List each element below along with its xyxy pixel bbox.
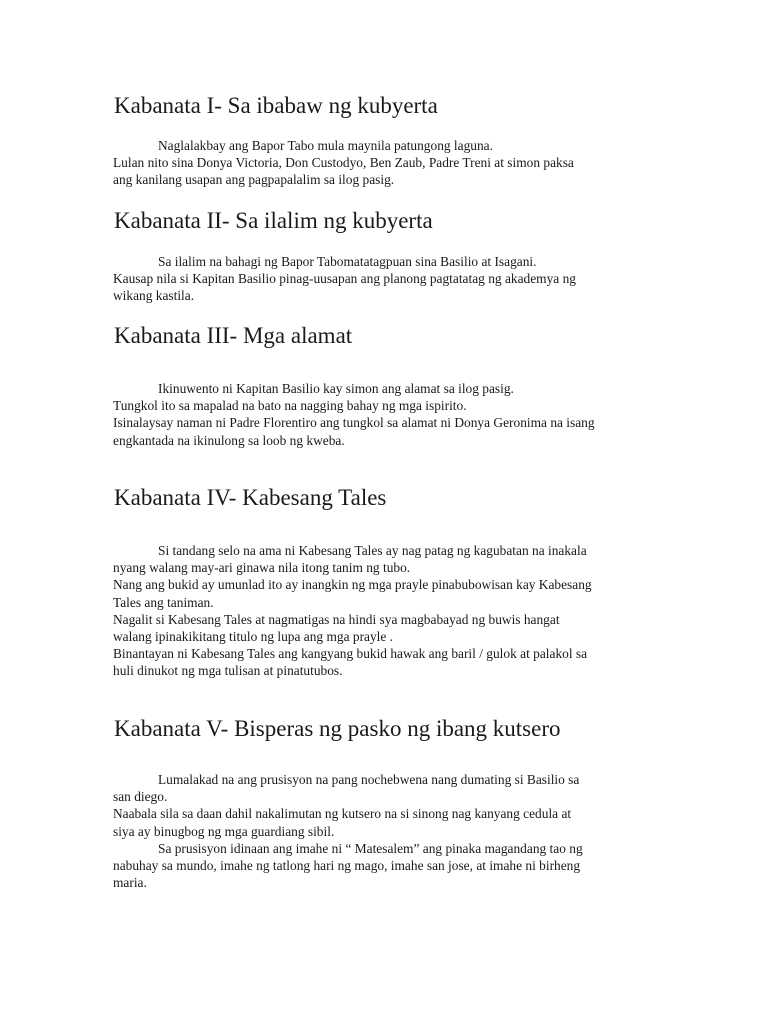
chapter-body: [113, 542, 673, 680]
chapter-heading: Kabanata II- Sa ilalim ng kubyerta: [114, 208, 433, 233]
chapter-body: [113, 380, 673, 449]
text-line: wikang kastila.: [113, 288, 195, 304]
text-line: Isinalaysay naman ni Padre Florentiro ang tungkol sa alamat ni Donya Geronima na isang: [113, 415, 595, 431]
text-line: nyang walang may-ari ginawa nila itong tanim ng tubo.: [113, 560, 411, 576]
text-line: siya ay binugbog ng mga guardiang sibil.: [113, 823, 335, 839]
chapter-body: [113, 771, 673, 891]
chapter-heading: Kabanata IV- Kabesang Tales: [114, 485, 387, 510]
chapter-body: [113, 137, 673, 189]
text-line: walang ipinakikitang titulo ng lupa ang mga prayle .: [113, 629, 394, 645]
text-line: Kausap nila si Kapitan Basilio pinag-uusapan ang planong pagtatatag ng akademya ng: [113, 271, 576, 287]
text-line: Si tandang selo na ama ni Kabesang Tales ay nag patag ng kagubatan na inakala: [158, 543, 587, 558]
text-line: Binantayan ni Kabesang Tales ang kangyang bukid hawak ang baril / gulok at palakol sa: [113, 646, 588, 662]
text-line: Naglalakbay ang Bapor Tabo mula maynila patungong laguna.: [158, 138, 493, 153]
chapter-heading: Kabanata V- Bisperas ng pasko ng ibang kutsero: [114, 716, 561, 741]
text-line: Sa ilalim na bahagi ng Bapor Tabomatatagpuan sina Basilio at Isagani.: [158, 254, 537, 269]
text-line: Tales ang taniman.: [113, 594, 214, 610]
text-line: Ikinuwento ni Kapitan Basilio kay simon ang alamat sa ilog pasig.: [158, 381, 514, 396]
text-line: huli dinukot ng mga tulisan at pinatutubos.: [113, 663, 343, 679]
text-line: Nang ang bukid ay umunlad ito ay inangkin ng mga prayle pinabubowisan kay Kabesang: [113, 577, 592, 593]
text-line: Lulan nito sina Donya Victoria, Don Custodyo, Ben Zaub, Padre Treni at simon paksa: [113, 155, 574, 171]
text-line: ang kanilang usapan ang pagpapalalim sa ilog pasig.: [113, 172, 395, 188]
chapter-heading: Kabanata I- Sa ibabaw ng kubyerta: [114, 93, 438, 118]
text-line: Sa prusisyon idinaan ang imahe ni “ Matesalem” ang pinaka magandang tao ng: [158, 840, 583, 856]
chapter-body: [113, 253, 673, 305]
text-line: Tungkol ito sa mapalad na bato na nagging bahay ng mga ispirito.: [113, 398, 467, 414]
text-line: Lumalakad na ang prusisyon na pang nochebwena nang dumating si Basilio sa: [158, 772, 580, 787]
chapter-heading: Kabanata III- Mga alamat: [114, 323, 353, 348]
text-line: maria.: [113, 875, 147, 891]
text-line: Nagalit si Kabesang Tales at nagmatigas na hindi sya magbabayad ng buwis hangat: [113, 611, 560, 627]
text-line: engkantada na ikinulong sa loob ng kweba.: [113, 432, 345, 448]
text-line: Naabala sila sa daan dahil nakalimutan ng kutsero na si sinong nag kanyang cedula at: [113, 806, 572, 822]
text-line: san diego.: [113, 789, 168, 805]
text-line: nabuhay sa mundo, imahe ng tatlong hari ng mago, imahe san jose, at imahe ni birheng: [113, 858, 581, 874]
